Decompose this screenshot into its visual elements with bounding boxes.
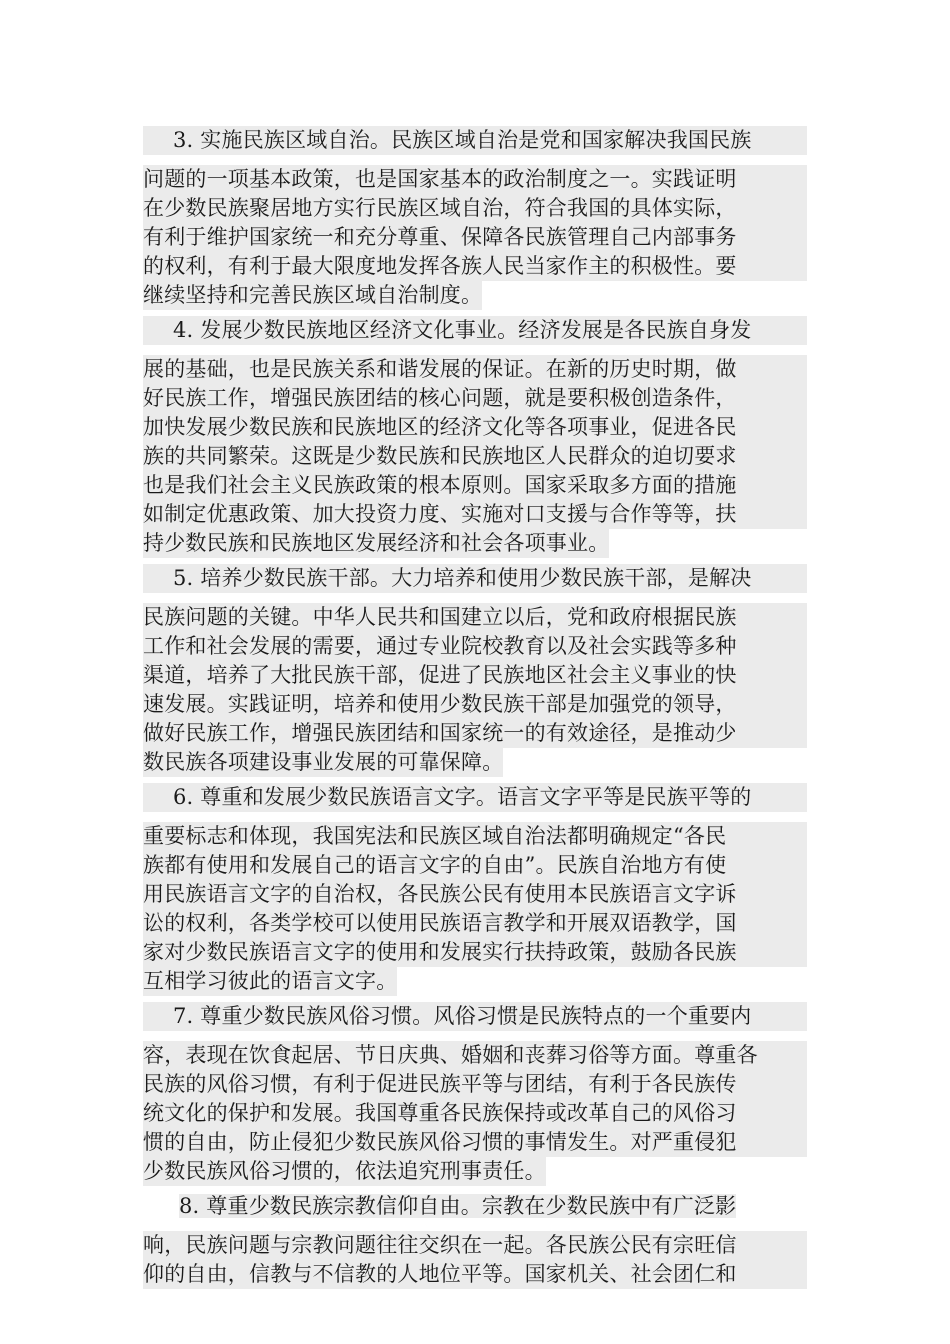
text-line: 渠道，培养了大批民族干部，促进了民族地区社会主义事业的快 — [143, 661, 807, 690]
paragraph-heading-text: 8. 尊重少数民族宗教信仰自由。宗教在少数民族中有广泛影 — [179, 1194, 737, 1218]
paragraph-heading: 6. 尊重和发展少数民族语言文字。语言文字平等是民族平等的 — [143, 783, 807, 812]
paragraph-5 — [143, 564, 807, 777]
text-line: 统文化的保护和发展。我国尊重各民族保持或改革自己的风俗习 — [143, 1099, 807, 1128]
text-line: 展的基础，也是民族关系和谐发展的保证。在新的历史时期，做 — [143, 355, 807, 384]
text-line: 在少数民族聚居地方实行民族区域自治，符合我国的具体实际， — [143, 194, 807, 223]
paragraph-heading: 7. 尊重少数民族风俗习惯。风俗习惯是民族特点的一个重要内 — [143, 1002, 807, 1031]
text-line: 如制定优惠政策、加大投资力度、实施对口支援与合作等等，扶 — [143, 500, 807, 529]
text-line: 工作和社会发展的需要，通过专业院校教育以及社会实践等多种 — [143, 632, 807, 661]
text-line: 家对少数民族语言文字的使用和发展实行扶持政策，鼓励各民族 — [143, 938, 807, 967]
document-body — [143, 126, 807, 1295]
text-line: 族的共同繁荣。这既是少数民族和民族地区人民群众的迫切要求 — [143, 442, 807, 471]
text-line: 有利于维护国家统一和充分尊重、保障各民族管理自己内部事务 — [143, 223, 807, 252]
paragraph-heading: 4. 发展少数民族地区经济文化事业。经济发展是各民族自身发 — [143, 316, 807, 345]
text-line: 重要标志和体现，我国宪法和民族区域自治法都明确规定“各民 — [143, 822, 807, 851]
text-line: 好民族工作，增强民族团结的核心问题，就是要积极创造条件， — [143, 384, 807, 413]
text-line: 互相学习彼此的语言文字。 — [143, 967, 397, 996]
paragraph-heading: 3. 实施民族区域自治。民族区域自治是党和国家解决我国民族 — [143, 126, 807, 155]
paragraph-heading — [143, 1192, 807, 1221]
text-line: 少数民族风俗习惯的，依法追究刑事责任。 — [143, 1157, 546, 1186]
paragraph-heading: 5. 培养少数民族干部。大力培养和使用少数民族干部，是解决 — [143, 564, 807, 593]
text-line: 用民族语言文字的自治权，各民族公民有使用本民族语言文字诉 — [143, 880, 807, 909]
text-line: 速发展。实践证明，培养和使用少数民族干部是加强党的领导， — [143, 690, 807, 719]
text-line: 做好民族工作，增强民族团结和国家统一的有效途径，是推动少 — [143, 719, 807, 748]
text-line: 问题的一项基本政策，也是国家基本的政治制度之一。实践证明 — [143, 165, 807, 194]
text-line: 族都有使用和发展自己的语言文字的自由”。民族自治地方有使 — [143, 851, 807, 880]
text-line: 加快发展少数民族和民族地区的经济文化等各项事业，促进各民 — [143, 413, 807, 442]
text-line: 容，表现在饮食起居、节日庆典、婚姻和丧葬习俗等方面。尊重各 — [143, 1041, 807, 1070]
paragraph-3 — [143, 126, 807, 310]
text-line: 惯的自由，防止侵犯少数民族风俗习惯的事情发生。对严重侵犯 — [143, 1128, 807, 1157]
text-line: 民族问题的关键。中华人民共和国建立以后，党和政府根据民族 — [143, 603, 807, 632]
paragraph-8 — [143, 1192, 807, 1289]
paragraph-6 — [143, 783, 807, 996]
text-line: 继续坚持和完善民族区域自治制度。 — [143, 281, 482, 310]
text-line: 民族的风俗习惯，有利于促进民族平等与团结，有利于各民族传 — [143, 1070, 807, 1099]
text-line: 响，民族问题与宗教问题往往交织在一起。各民族公民有宗旺信 — [143, 1231, 807, 1260]
text-line: 也是我们社会主义民族政策的根本原则。国家采取多方面的措施 — [143, 471, 807, 500]
text-line: 讼的权利，各类学校可以使用民族语言教学和开展双语教学，国 — [143, 909, 807, 938]
text-line: 的权利，有利于最大限度地发挥各族人民当家作主的积极性。要 — [143, 252, 807, 281]
text-line: 仰的自由，信教与不信教的人地位平等。国家机关、社会团仁和 — [143, 1260, 807, 1289]
text-line: 持少数民族和民族地区发展经济和社会各项事业。 — [143, 529, 609, 558]
paragraph-4 — [143, 316, 807, 558]
paragraph-7 — [143, 1002, 807, 1186]
text-line: 数民族各项建设事业发展的可靠保障。 — [143, 748, 503, 777]
